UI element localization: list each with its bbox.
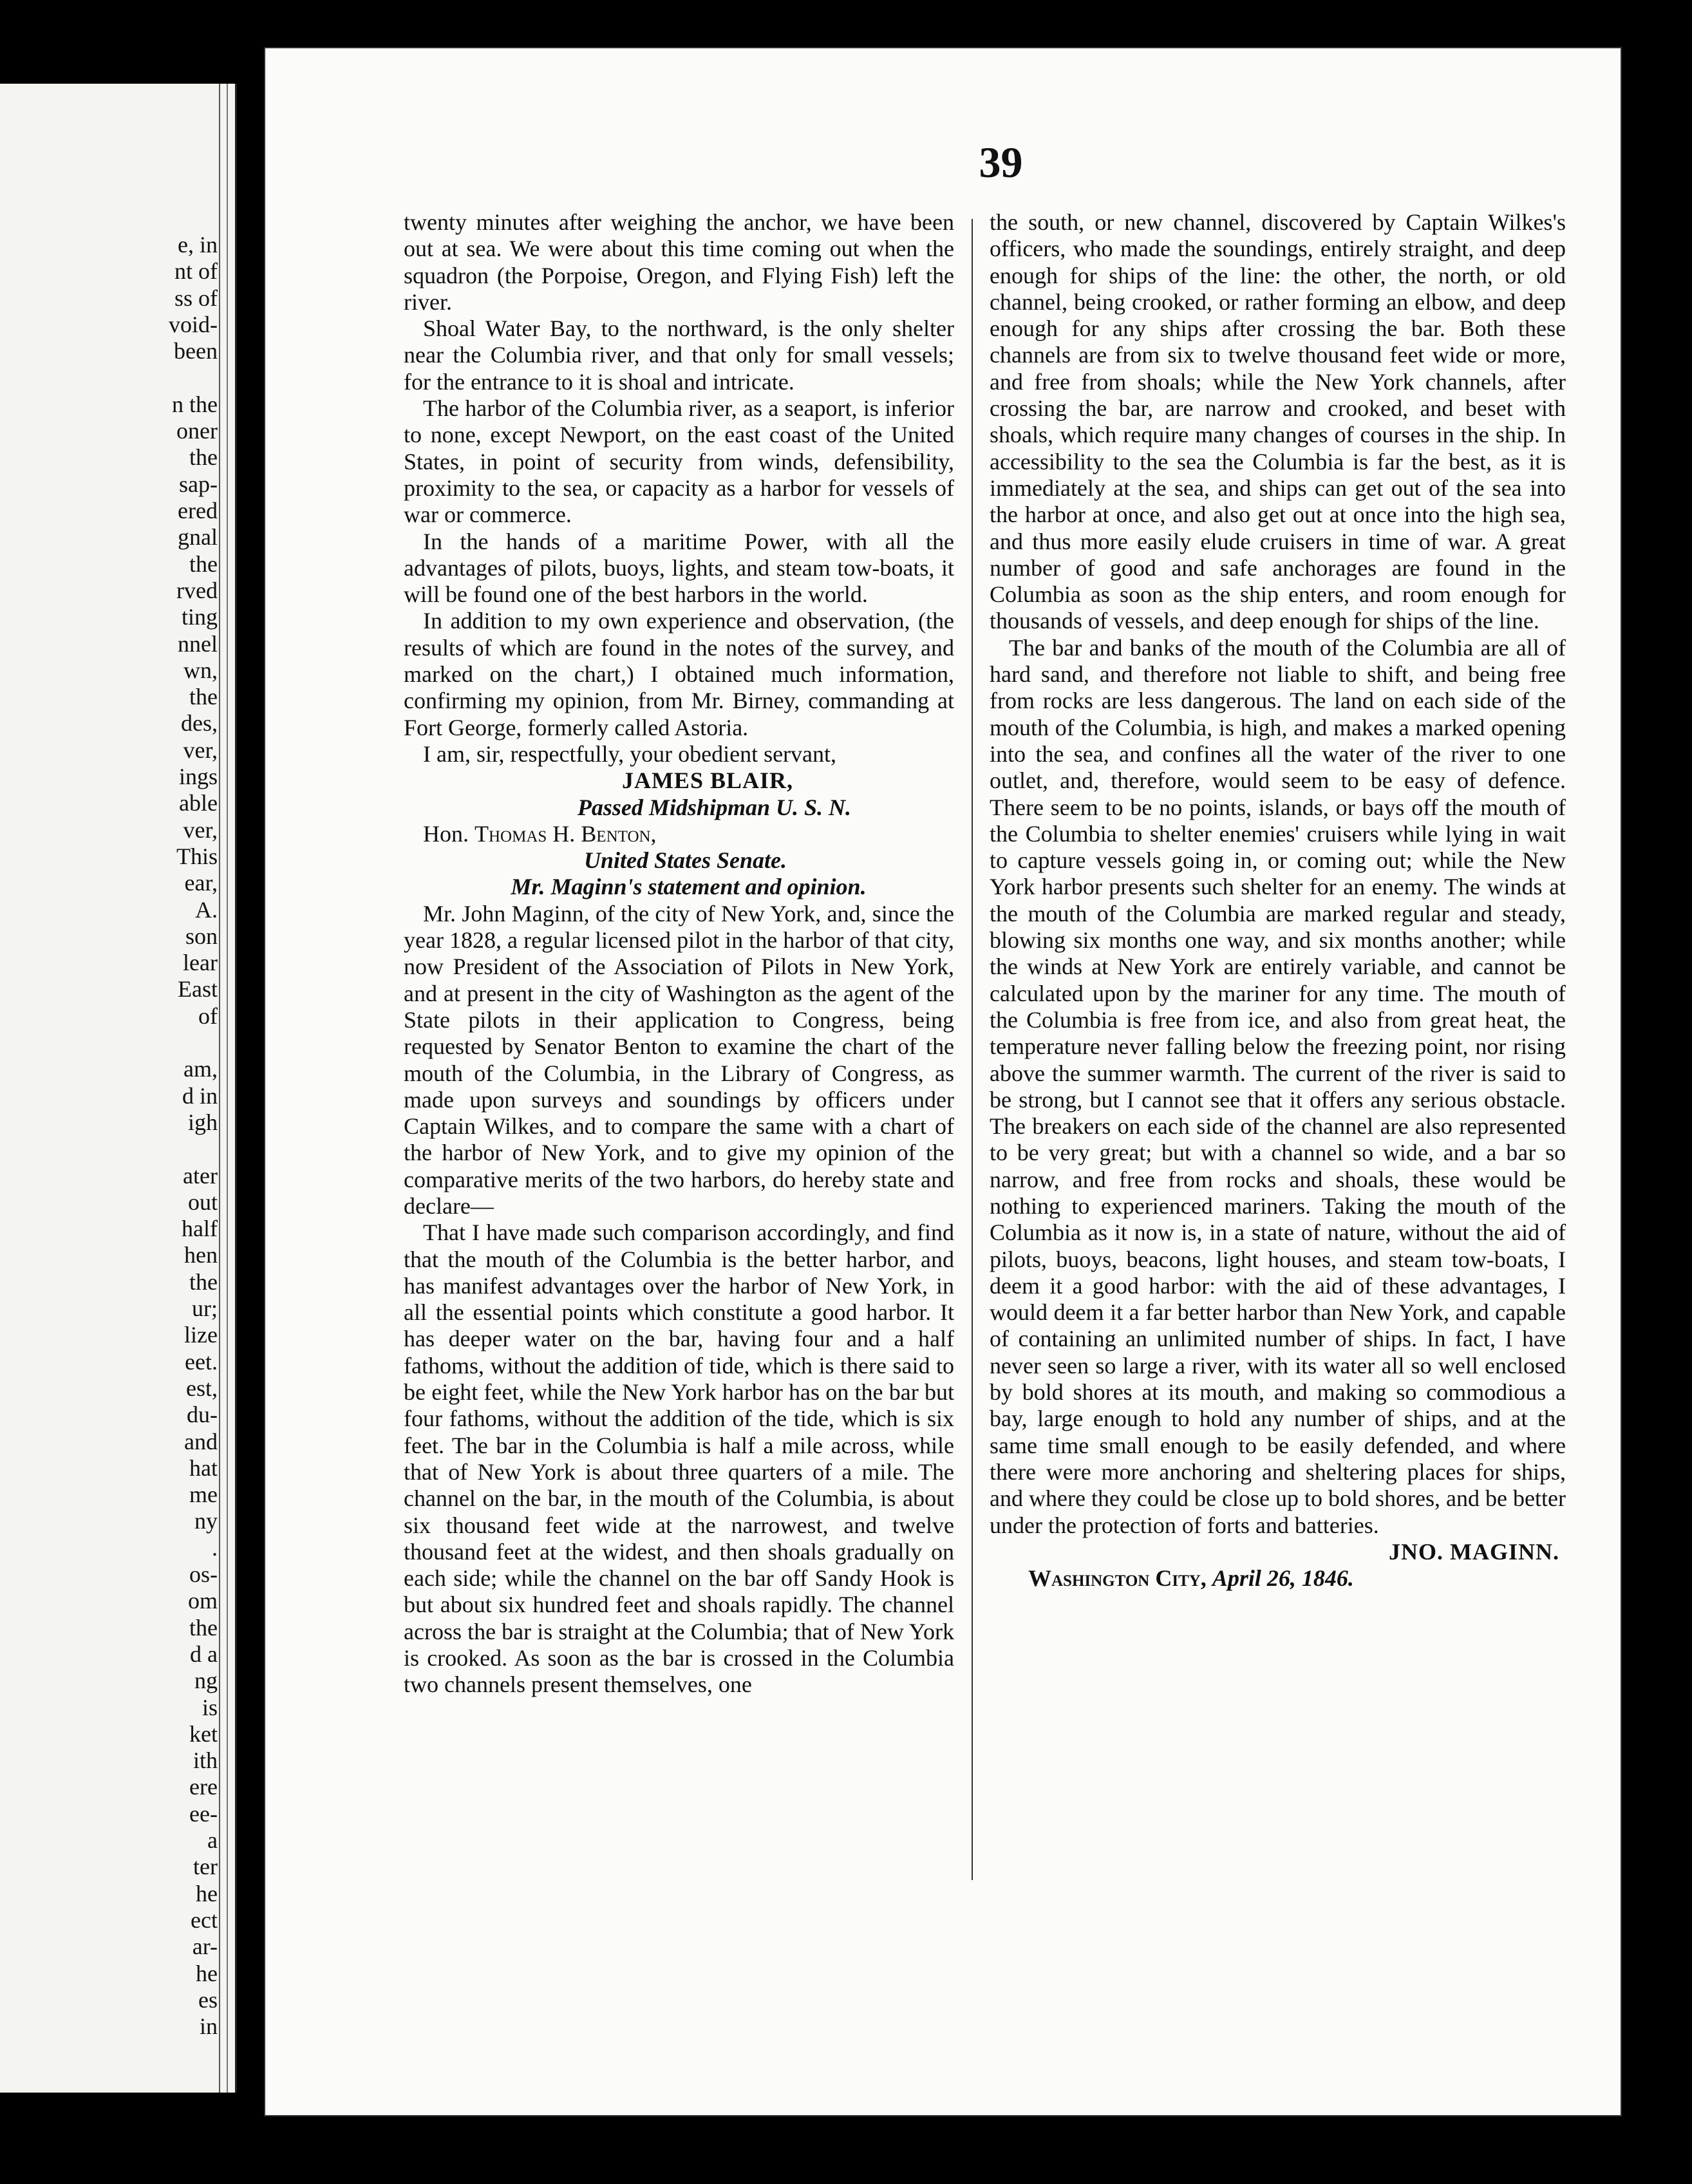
text-fragment: oner xyxy=(176,418,218,444)
text-fragment: son xyxy=(185,923,218,949)
text-fragment: the xyxy=(189,1268,218,1295)
text-fragment: is xyxy=(202,1694,218,1720)
text-fragment: out xyxy=(187,1189,218,1215)
text-fragment: d in xyxy=(182,1082,218,1109)
text-fragment: ss of xyxy=(174,285,218,311)
text-fragment: nt of xyxy=(174,258,218,285)
text-fragment: ng xyxy=(194,1668,218,1694)
text-fragment: A. xyxy=(195,896,218,923)
text-fragment: des, xyxy=(181,710,218,737)
right-column xyxy=(990,209,1566,1592)
paragraph: Shoal Water Bay, to the northward, is the only shelter near the Columbia river, and that only for small vessels; for the entrance to it is shoal and intricate. xyxy=(404,315,954,395)
addressee-prefix: Hon. xyxy=(423,820,469,847)
text-fragment: ee- xyxy=(189,1800,218,1827)
left-column xyxy=(404,209,954,1699)
addressee-name: Thomas H. Benton, xyxy=(475,820,657,847)
paragraph: twenty minutes after weighing the anchor, we have been out at sea. We were about this time coming out when the squadron (the Porpoise, Oregon, and Flying Fish) left the river. xyxy=(404,209,954,315)
text-fragment: This xyxy=(176,843,218,869)
text-fragment: eet. xyxy=(185,1348,218,1375)
text-fragment: n the xyxy=(172,391,218,417)
signature: JNO. MAGINN. xyxy=(1389,1538,1559,1565)
text-fragment: ater xyxy=(183,1162,218,1189)
text-fragment: . xyxy=(212,1534,218,1561)
text-fragment: hen xyxy=(184,1242,218,1268)
text-fragment: half xyxy=(182,1216,218,1242)
column-divider xyxy=(972,219,973,1880)
text-fragment: ar- xyxy=(192,1934,218,1960)
text-fragment: gnal xyxy=(178,524,218,551)
letter-closing: I am, sir, respectfully, your obedient servant, xyxy=(423,740,837,767)
text-fragment: ere xyxy=(189,1774,218,1800)
paragraph: The harbor of the Columbia river, as a seaport, is inferior to none, except Newport, on the east coast of the United States, in point of security from winds, defensibility, proximity to the sea, or capacity as a harbor for vessels of war or commerce. xyxy=(404,395,954,528)
paragraph: In addition to my own experience and observation, (the results of which are found in the notes of the survey, and marked on the chart,) I obtained much information, confirming my opinion, from Mr. Birney, commanding at Fort George, formerly called Astoria. xyxy=(404,608,954,740)
page-number: 39 xyxy=(979,138,1023,187)
text-fragment: ket xyxy=(189,1720,218,1747)
text-fragment: om xyxy=(187,1588,218,1614)
text-fragment: been xyxy=(174,338,218,364)
text-fragment: ings xyxy=(178,764,218,789)
text-fragment: the xyxy=(189,444,218,471)
text-fragment: the xyxy=(189,1614,218,1641)
text-fragment: ting xyxy=(181,604,218,630)
text-fragment: du- xyxy=(187,1402,218,1428)
paragraph: the south, or new channel, discovered by Captain Wilkes's officers, who made the soundings, entirely straight, and deep enough for ships of the line: the other, the north, or old channel, being crooked, or rather forming an elbow, and deep enough for any ships after crossing the bar. Both these channels are from six to twelve thousand feet wide or more, and free from shoals; while the New York channels, after crossing the bar, are narrow and crooked, and beset with shoals, which require many changes of courses in the ship. In accessibility to the sea the Columbia is far the best, as it is immediately at the sea, and ships can get out of the sea into the harbor at once, and also get out at once into the high sea, and thus more easily elude cruisers in time of war. A great number of good and safe anchorages are found in the Columbia as soon as the ship enters, and room enough for thousands of vessels, and deep enough for ships of the line. xyxy=(990,209,1566,634)
addressee xyxy=(404,821,954,847)
text-fragment: ear, xyxy=(184,870,218,896)
signer-title: Passed Midshipman U. S. N. xyxy=(577,794,851,820)
paragraph: In the hands of a maritime Power, with all the advantages of pilots, buoys, lights, and steam tow-boats, it will be found one of the best harbors in the world. xyxy=(404,528,954,608)
paragraph: Mr. John Maginn, of the city of New York, and, since the year 1828, a regular licensed pilot in the harbor of that city, now President of the Association of Pilots in New York, and at present in the city of Washington as the agent of the State pilots in their application to Congress, being requested by Senator Benton to examine the chart of the mouth of the Columbia, in the Library of Congress, as made upon surveys and soundings by officers under Captain Wilkes, and to compare the same with a chart of the harbor of New York, and to give my opinion of the comparative merits of the two harbors, do hereby state and declare— xyxy=(404,900,954,1219)
text-fragment: ver, xyxy=(183,816,218,843)
text-fragment: the xyxy=(189,551,218,577)
text-fragment: ny xyxy=(194,1508,218,1534)
text-fragment: es xyxy=(198,1986,218,2013)
previous-page-edge xyxy=(0,84,237,2093)
text-fragment: rved xyxy=(176,577,218,603)
document-page xyxy=(265,48,1621,2115)
text-fragment: lize xyxy=(184,1322,218,1348)
paragraph: The bar and banks of the mouth of the Columbia are all of hard sand, and therefore not liable to shift, and being free from rocks are less dangerous. The land on each side of the mouth of the Columbia, is high, and makes a marked opening into the sea, and confines all the water of the river to one outlet, and, therefore, would seem to be easy of defence. There seem to be no points, islands, or bays off the mouth of the Columbia to shelter enemies' cruisers while lying in wait to capture vessels going in, or coming out; while the New York harbor presents such shelter for an enemy. The winds at the mouth of the Columbia are marked regular and steady, blowing six months one way, and six months another; while the winds at New York are entirely variable, and cannot be calculated upon by the mariner for any time. The mouth of the Columbia is free from ice, and also from great heat, the temperature never falling below the freezing point, nor rising above the summer warmth. The current of the river is said to be strong, but I cannot see that it offers any serious obstacle. The breakers on each side of the channel are also represented to be very great; but with a channel so wide, and a bar so narrow, and free from rocks and shoals, these would be nothing to experienced mariners. Taking the mouth of the Columbia as it now is, in a state of nature, without the aid of pilots, buoys, beacons, light houses, and steam tow-boats, I deem it a good harbor: with the aid of these advantages, I would deem it a far better harbor than New York, and capable of containing an unlimited number of ships. In fact, I have never seen so large a river, with its water all so well enclosed by bold shores at its mouth, and making so commodious a bay, large enough to hold any number of ships, and at the same time small enough to be easily defended, and where there were more anchoring and sheltering places for ships, and where they could be close up to bold shores, and be better under the protection of forts and batteries. xyxy=(990,634,1566,1538)
section-heading: Mr. Maginn's statement and opinion. xyxy=(511,874,867,900)
text-fragment: est, xyxy=(186,1375,218,1401)
text-fragment: and xyxy=(184,1428,218,1454)
text-fragment: d a xyxy=(190,1641,218,1667)
text-fragment: sap- xyxy=(179,471,218,497)
text-fragment: me xyxy=(189,1482,218,1508)
text-fragment: in xyxy=(199,2013,218,2040)
paragraph: That I have made such comparison accordingly, and find that the mouth of the Columbia is the better harbor, and has manifest advantages over the harbor of New York, in all the essential points which constitute a good harbor. It has deeper water on the bar, having four and a half fathoms, without the addition of tide, which is there said to be eight feet, while the New York harbor has on the bar but four fathoms, without the addition of the tide, which is six feet. The bar in the Columbia is half a mile across, while that of New York is about three quarters of a mile. The channel on the bar, in the mouth of the Columbia, is about six thousand feet wide at the narrowest, and twelve thousand feet at the widest, and then shoals gradually on each side; while the channel on the bar off Sandy Hook is but about six hundred feet and shoals rapidly. The channel across the bar is straight at the Columbia; that of New York is crooked. As soon as the bar is crossed in the Columbia two channels present themselves, one xyxy=(404,1219,954,1698)
text-fragment: os- xyxy=(189,1561,218,1587)
text-fragment: ect xyxy=(191,1906,218,1933)
signer-name: JAMES BLAIR, xyxy=(621,767,793,794)
text-fragment: lear xyxy=(183,950,218,976)
addressee-office: United States Senate. xyxy=(584,847,787,874)
text-fragment: ter xyxy=(193,1854,218,1880)
text-fragment: wn, xyxy=(183,657,218,683)
text-fragment: ered xyxy=(178,498,218,523)
text-fragment: ver, xyxy=(183,737,218,763)
text-fragment: ur; xyxy=(192,1295,218,1321)
text-fragment: a xyxy=(207,1827,218,1853)
dateline xyxy=(990,1565,1566,1592)
text-fragment: East xyxy=(178,976,218,1003)
text-fragment: he xyxy=(196,1960,218,1986)
text-fragment: e, in xyxy=(178,232,218,258)
text-fragment: void- xyxy=(169,311,218,337)
text-fragment: the xyxy=(189,684,218,710)
text-fragment: igh xyxy=(187,1109,218,1135)
text-fragment: nnel xyxy=(178,630,218,657)
text-fragment: able xyxy=(179,790,218,816)
date: April 26, 1846. xyxy=(1212,1565,1354,1592)
text-fragment: he xyxy=(196,1880,218,1906)
text-fragment: of xyxy=(198,1003,218,1029)
text-fragment: am, xyxy=(183,1056,218,1082)
place: Washington City, xyxy=(1028,1565,1207,1592)
text-fragment: hat xyxy=(189,1454,218,1481)
text-fragment: ith xyxy=(193,1747,218,1774)
